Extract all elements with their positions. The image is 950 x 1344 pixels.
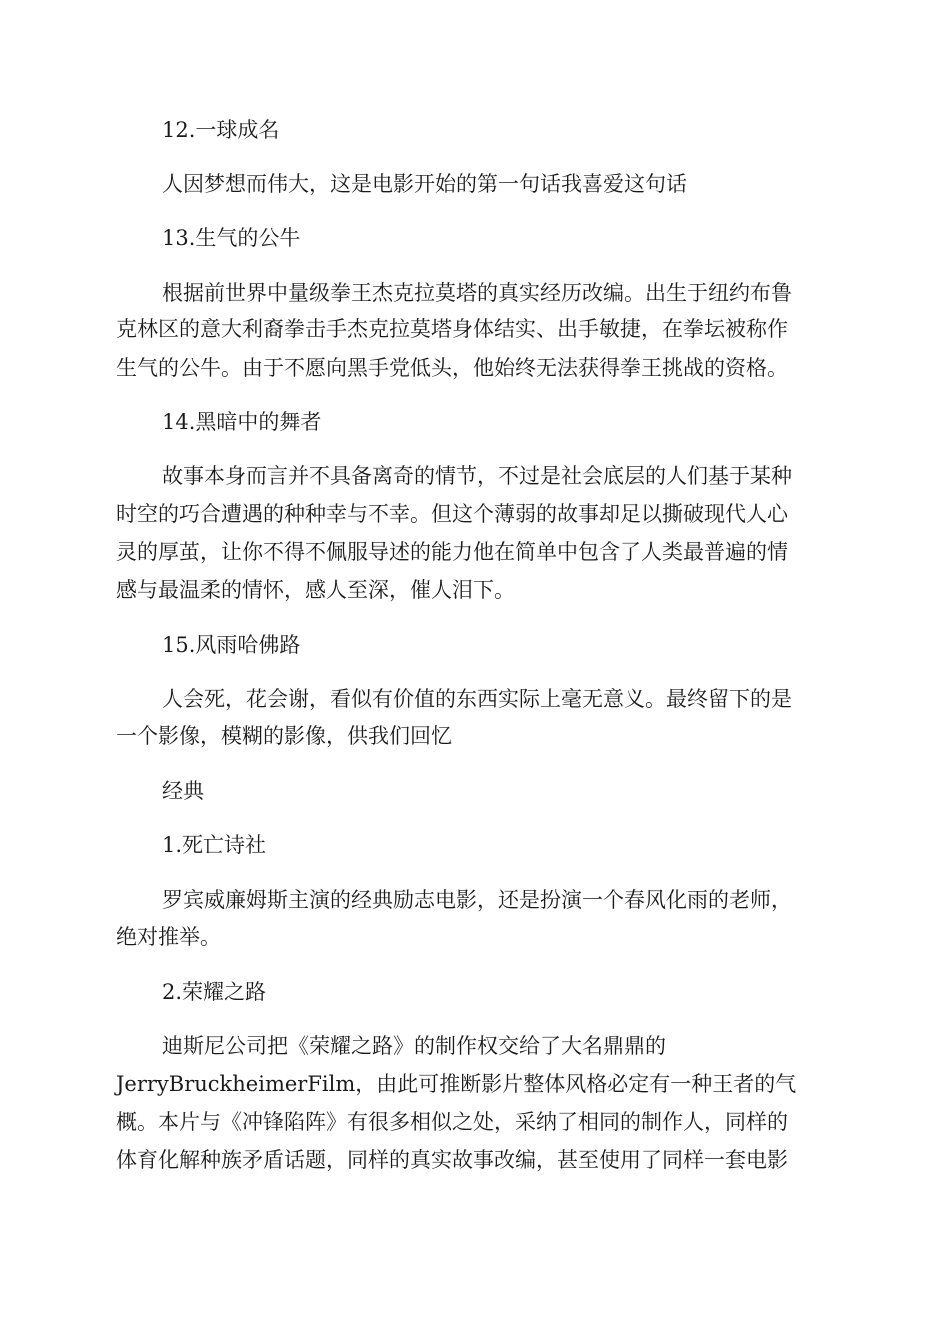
- paragraph-1-line-2: 绝对推举。: [116, 925, 221, 949]
- heading-12: 12.一球成名: [162, 118, 280, 142]
- paragraph-2-line-3: 概。本片与《冲锋陷阵》有很多相似之处，采纳了相同的制作人，同样的: [116, 1110, 788, 1134]
- heading-1: 1.死亡诗社: [162, 833, 267, 857]
- paragraph-14-line-3: 灵的厚茧，让你不得不佩服导述的能力他在简单中包含了人类最普遍的情: [116, 540, 788, 564]
- paragraph-2-line-2: JerryBruckheimerFilm，由此可推断影片整体风格必定有一种王者的气: [116, 1072, 797, 1096]
- paragraph-13-line-3: 生气的公牛。由于不愿向黑手党低头，他始终无法获得拳王挑战的资格。: [116, 356, 788, 380]
- paragraph-2-line-1: 迪斯尼公司把《荣耀之路》的制作权交给了大名鼎鼎的: [162, 1034, 666, 1058]
- paragraph-14-line-1: 故事本身而言并不具备离奇的情节，不过是社会底层的人们基于某种: [162, 464, 792, 488]
- paragraph-12: 人因梦想而伟大，这是电影开始的第一句话我喜爱这句话: [162, 172, 687, 196]
- paragraph-15-line-1: 人会死，花会谢，看似有价值的东西实际上毫无意义。最终留下的是: [162, 687, 792, 711]
- paragraph-13-line-1: 根据前世界中量级拳王杰克拉莫塔的真实经历改编。出生于纽约布鲁: [162, 281, 792, 305]
- paragraph-2-line-4: 体育化解种族矛盾话题，同样的真实故事改编，甚至使用了同样一套电影: [116, 1148, 788, 1172]
- heading-2: 2.荣耀之路: [162, 980, 267, 1004]
- paragraph-14-line-2: 时空的巧合遭遇的种种幸与不幸。但这个薄弱的故事却足以撕破现代人心: [116, 502, 788, 526]
- paragraph-15-line-2: 一个影像，模糊的影像，供我们回忆: [116, 724, 452, 748]
- heading-14: 14.黑暗中的舞者: [162, 410, 322, 434]
- section-heading-classics: 经典: [162, 779, 204, 803]
- paragraph-14-line-4: 感与最温柔的情怀，感人至深，催人泪下。: [116, 578, 515, 602]
- paragraph-1-line-1: 罗宾威廉姆斯主演的经典励志电影，还是扮演一个春风化雨的老师，: [162, 888, 792, 912]
- paragraph-13-line-2: 克林区的意大利裔拳击手杰克拉莫塔身体结实、出手敏捷，在拳坛被称作: [116, 317, 788, 341]
- heading-13: 13.生气的公牛: [162, 226, 301, 250]
- heading-15: 15.风雨哈佛路: [162, 633, 301, 657]
